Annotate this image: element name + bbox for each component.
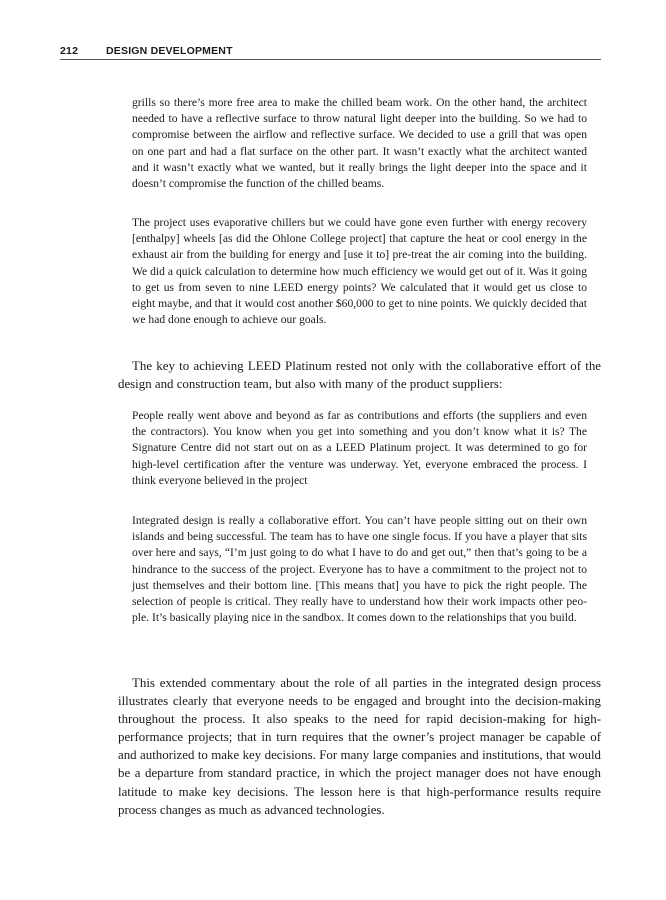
header-rule — [60, 59, 601, 60]
body-paragraph-1: The key to achieving LEED Platinum rested not only with the collaborative effort of the design and construction team, but also with many of the product suppliers: — [118, 359, 601, 392]
running-header — [60, 45, 601, 59]
page-number: 212 — [60, 45, 79, 57]
body-paragraph-2: This extended commentary about the role of all parties in the integrated design process illustrates clearly that everyone needs to be engaged and brought into the decision-making throughout the process. It also speaks to the need for rapid decision-making for high-performance projects; that in turn requires that the owner’s project manager be capable of and authorized to make key decisions. For many large companies and institutions, that would be a departure from standard practice, in which the project manager does not have enough latitude to make key decisions. The lesson here is that high-performance results require process changes as much as advanced technologies. — [118, 676, 601, 817]
extract-paragraph-1: grills so there’s more free area to make the chilled beam work. On the other hand, the architect needed to have a reflective surface to throw natural light deeper into the building. So we had to compromise between the airflow and reflective surface. We decided to use a grill that was open on one part and had a flat surface on the other part. It wasn’t exactly what the architect wanted and it wasn’t exactly what we wanted, but it really brings the light deeper into the space and it doesn’t compromise the function of the chilled beams. — [132, 96, 587, 191]
extract-paragraph-3: People really went above and beyond as far as contributions and efforts (the suppliers and even the contractors). You know when you get into something and you don’t know what it is? The Signature Centre did not start out on as a LEED Platinum project. It was determined to go for high-level certification after the venture was underway. Yet, everyone embraced the process. I think everyone believed in the project — [132, 409, 587, 487]
section-title: DESIGN DEVELOPMENT — [106, 45, 233, 57]
extract-paragraph-2: The project uses evaporative chillers but we could have gone even further with energy recovery [enthalpy] wheels [as did the Ohlone College project] that capture the heat or cool energy in the exhaust air from the building for energy and [use it to] pre-treat the air coming into the building. We did a quick calculation to determine how much efficiency we would get out of it. Was it going to get us from seven to nine LEED energy points? We calculated that it would get us close to eight maybe, and that it would cost another $60,000 to get to nine points. We quickly decided that we had done enough to achieve our goals. — [132, 216, 587, 327]
extract-paragraph-4: Integrated design is really a collaborative effort. You can’t have people sitting out on their own islands and being successful. The team has to have one single focus. If you have a player that sits over here and says, “I’m just going to do what I have to do and get out,” then that’s going to be a hindrance to the success of the project. Everyone has to have a commitment to the project not to just themselves and their bottom line. [This means that] you have to pick the right people. The selection of people is critical. They really have to understand how their work impacts other people. It’s basically playing nice in the sandbox. It comes down to the relationships that you build. — [132, 514, 587, 625]
